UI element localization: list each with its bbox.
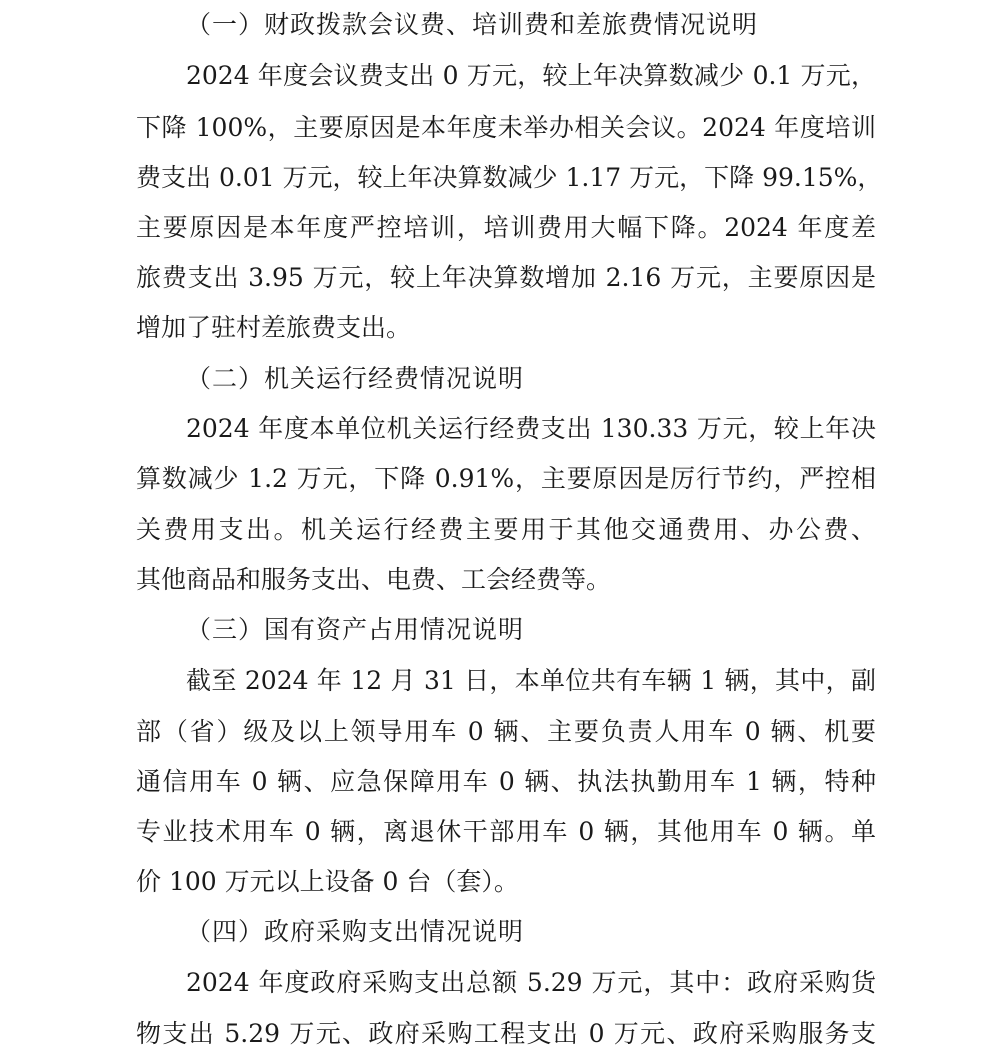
paragraph-line: 旅费支出 3.95 万元，较上年决算数增加 2.16 万元，主要原因是 [136, 263, 876, 292]
paragraph-line: 专业技术用车 0 辆，离退休干部用车 0 辆，其他用车 0 辆。单 [136, 817, 876, 846]
paragraph-line: 2024 年度本单位机关运行经费支出 130.33 万元，较上年决 [186, 414, 876, 443]
section-heading-2: （二）机关运行经费情况说明 [186, 364, 525, 393]
paragraph-line: 其他商品和服务支出、电费、工会经费等。 [136, 565, 612, 594]
paragraph-line: 下降 100%，主要原因是本年度未举办相关会议。2024 年度培训 [136, 113, 876, 142]
paragraph-line: 费支出 0.01 万元，较上年决算数减少 1.17 万元，下降 99.15%， [136, 163, 883, 192]
paragraph-line: 通信用车 0 辆、应急保障用车 0 辆、执法执勤用车 1 辆，特种 [136, 767, 876, 796]
paragraph-line: 截至 2024 年 12 月 31 日，本单位共有车辆 1 辆，其中，副 [186, 666, 876, 695]
paragraph-line: 部（省）级及以上领导用车 0 辆、主要负责人用车 0 辆、机要 [136, 717, 876, 746]
paragraph-line: 2024 年度政府采购支出总额 5.29 万元，其中：政府采购货 [186, 968, 876, 997]
paragraph-line: 2024 年度会议费支出 0 万元，较上年决算数减少 0.1 万元， [186, 61, 876, 90]
paragraph-line: 算数减少 1.2 万元，下降 0.91%，主要原因是厉行节约，严控相 [136, 464, 876, 493]
section-heading-3: （三）国有资产占用情况说明 [186, 615, 525, 644]
paragraph-line: 主要原因是本年度严控培训，培训费用大幅下降。2024 年度差 [136, 213, 876, 242]
section-heading-1: （一）财政拨款会议费、培训费和差旅费情况说明 [186, 10, 759, 39]
paragraph-line: 物支出 5.29 万元、政府采购工程支出 0 万元、政府采购服务支 [136, 1019, 876, 1048]
paragraph-line: 关费用支出。机关运行经费主要用于其他交通费用、办公费、 [136, 515, 876, 544]
section-heading-4: （四）政府采购支出情况说明 [186, 917, 525, 946]
paragraph-line: 价 100 万元以上设备 0 台（套）。 [136, 867, 519, 896]
paragraph-line: 增加了驻村差旅费支出。 [136, 313, 412, 342]
